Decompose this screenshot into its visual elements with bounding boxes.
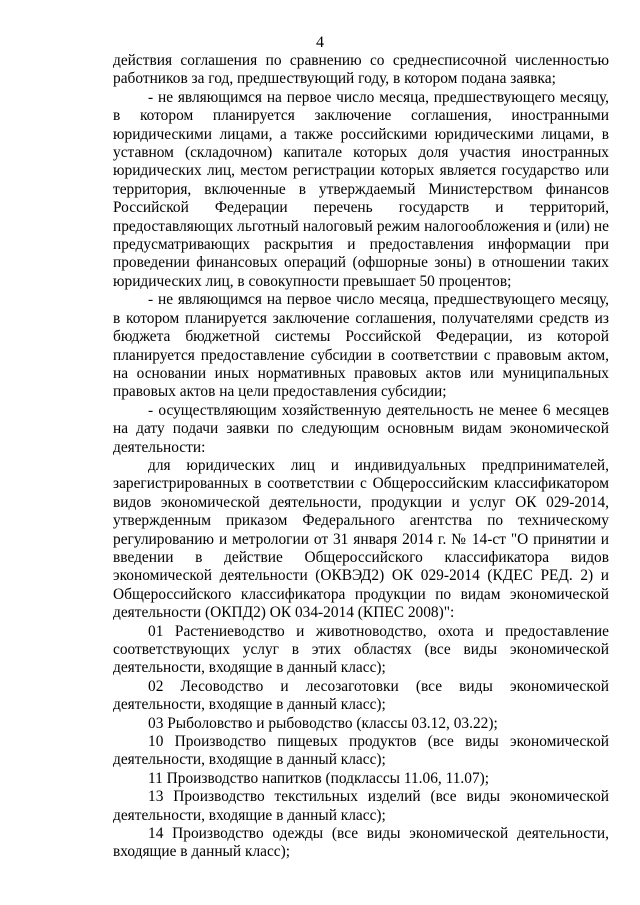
page-number: 4: [316, 34, 324, 51]
paragraph-foreign-entities-criterion: - не являющимся на первое число месяца, предшествующего месяцу, в котором планируется заключение соглашения, иностранными юридическими лицами, а также российскими юридическими лицами, в уставном (складочном) капитале которых доля участия иностранных юридических лиц, местом регистрации которых является государство или территория, включенные в утверждаемый Министерством финансов Российской Федерации перечень государств и территорий, предоставляющих льготный налоговый режим налогообложения и (или) не предусматривающих раскрытия и предоставления информации при проведении финансовых операций (офшорные зоны) в отношении таких юридических лиц, в совокупности превышает 50 процентов;: [113, 88, 609, 290]
list-item-okved-01: 01 Растениеводство и животноводство, охота и предоставление соответствующих услуг в этих областях (все виды экономической деятельности, входящие в данный класс);: [113, 622, 609, 677]
list-item-okved-14: 14 Производство одежды (все виды экономической деятельности, входящие в данный класс);: [113, 825, 609, 861]
paragraph-economic-activity-criterion: - осуществляющим хозяйственную деятельность не менее 6 месяцев на дату подачи заявки по следующим основным видам экономической деятельности:: [113, 401, 609, 456]
paragraph-okved-classifier: для юридических лиц и индивидуальных предпринимателей, зарегистрированных в соответствии с Общероссийским классификатором видов экономической деятельности, продукции и услуг ОК 029-2014, утвержденным приказом Федерального агентства по техническому регулированию и метрологии от 31 января 2014 г. № 14-ст "О принятии и введении в действие Общероссийского классификатора видов экономической деятельности (ОКВЭД2) ОК 029-2014 (КДЕС РЕД. 2) и Общероссийского классификатора продукции по видам экономической деятельности (ОКПД2) ОК 034-2014 (КПЕС 2008)":: [113, 456, 609, 622]
list-item-okved-02: 02 Лесоводство и лесозаготовки (все виды экономической деятельности, входящие в данный класс);: [113, 677, 609, 714]
list-item-okved-13: 13 Производство текстильных изделий (все виды экономической деятельности, входящие в данный класс);: [113, 788, 609, 824]
list-item-okved-10: 10 Производство пищевых продуктов (все виды экономической деятельности, входящие в данный класс);: [113, 733, 609, 769]
list-item-okved-11: 11 Производство напитков (подклассы 11.06, 11.07);: [148, 769, 490, 787]
document-body: [113, 52, 609, 862]
paragraph-budget-recipients-criterion: - не являющимся на первое число месяца, предшествующего месяцу, в котором планируется заключение соглашения, получателями средств из бюджета бюджетной системы Российской Федерации, из которой планируется предоставление субсидии в соответствии с правовым актом, на основании иных нормативных правовых актов или муниципальных правовых актов на цели предоставления субсидии;: [113, 291, 609, 401]
list-item-okved-03: 03 Рыболовство и рыбоводство (классы 03.12, 03.22);: [148, 714, 498, 732]
paragraph-continuation: действия соглашения по сравнению со среднесписочной численностью работников за год, предшествующий году, в котором подана заявка;: [113, 52, 609, 88]
